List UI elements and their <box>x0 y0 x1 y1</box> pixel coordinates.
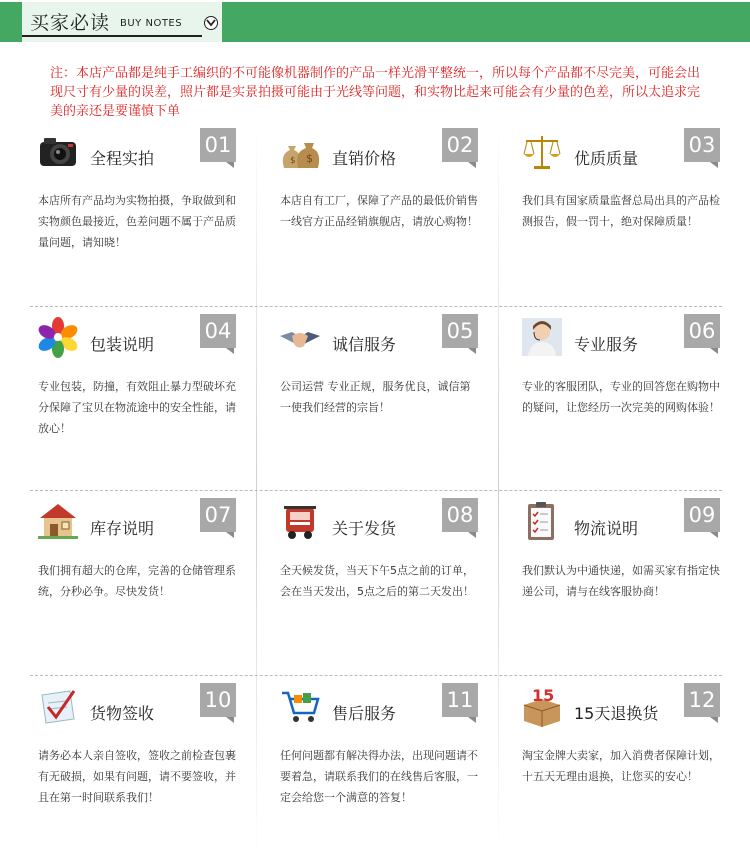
card-description: 我们拥有超大的仓库，完善的仓储管理系统，分秒必争。尽快发货！ <box>38 564 236 598</box>
feature-card <box>256 490 497 675</box>
card-description: 我们具有国家质量监督总局出具的产品检测报告，假一罚十，绝对保障质量！ <box>522 194 720 228</box>
notice-text: 注：本店产品都是纯手工编织的不可能像机器制作的产品一样光滑平整统一，所以每个产品都不尽完美，可能会出现尺寸有少量的误差，照片都是实景拍摄可能由于光线等问题，和实物比起来可能会有少量的色差，所以太追求完美的亲还是要谨慎下单 <box>50 66 701 119</box>
card-description: 请务必本人亲自签收，签收之前检查包裹有无破损，如果有问题，请不要签收，并且在第一时间联系我们！ <box>38 749 236 804</box>
card-title: 诚信服务 <box>332 335 397 354</box>
card-description: 淘宝金牌大卖家，加入消费者保障计划，十五天无理由退换，让您买的安心！ <box>522 749 720 783</box>
shopping-cart-icon <box>278 685 322 727</box>
card-description: 我们默认为中通快递，如需买家有指定快递公司，请与在线客服协商！ <box>522 564 720 598</box>
features-grid <box>14 120 738 860</box>
card-title: 关于发货 <box>332 519 397 538</box>
card-number: 08 <box>442 498 478 532</box>
customer-service-icon <box>520 316 564 358</box>
card-title: 物流说明 <box>574 519 639 538</box>
card-number: 04 <box>200 314 236 348</box>
warehouse-icon <box>36 500 80 542</box>
card-title: 货物签收 <box>90 704 155 723</box>
checkmark-form-icon <box>36 685 80 727</box>
card-description: 全天候发货，当天下午5点之前的订单，会在当天发出，5点之后的第二天发出！ <box>280 564 474 598</box>
card-number: 12 <box>684 683 720 717</box>
card-number: 09 <box>684 498 720 532</box>
feature-card <box>256 675 497 860</box>
camera-icon <box>36 130 80 172</box>
title-underline <box>22 35 202 37</box>
card-title: 库存说明 <box>90 519 155 538</box>
card-number: 07 <box>200 498 236 532</box>
card-description: 专业的客服团队，专业的回答您在购物中的疑问，让您经历一次完美的网购体验！ <box>522 380 720 414</box>
svg-text:$: $ <box>290 156 296 166</box>
scales-icon <box>520 130 564 172</box>
card-title: 专业服务 <box>574 335 639 354</box>
money-bags-icon <box>278 130 322 172</box>
feature-card <box>498 120 739 305</box>
feature-card <box>256 306 497 491</box>
page-title: 买家必读 <box>30 12 111 34</box>
feature-card <box>14 306 255 491</box>
card-description: 专业包装，防撞，有效阻止暴力型破坏充分保障了宝贝在物流途中的安全性能，请放心！ <box>38 380 236 435</box>
svg-text:$: $ <box>306 152 313 165</box>
feature-card <box>14 490 255 675</box>
card-title: 全程实拍 <box>90 149 155 168</box>
header <box>0 0 750 44</box>
card-number: 03 <box>684 128 720 162</box>
card-title: 包装说明 <box>90 335 155 354</box>
card-title: 直销价格 <box>332 149 397 168</box>
feature-card <box>256 120 497 305</box>
card-number: 05 <box>442 314 478 348</box>
card-title: 15天退换货 <box>574 704 659 723</box>
feature-card <box>14 675 255 860</box>
feature-card <box>498 675 739 860</box>
return-box-icon <box>520 685 564 727</box>
card-number: 01 <box>200 128 236 162</box>
svg-text:15: 15 <box>532 686 555 705</box>
color-wheel-icon <box>36 316 80 358</box>
page-subtitle: BUY NOTES <box>120 18 183 29</box>
chevron-down-circle-icon <box>204 16 218 30</box>
feature-card <box>498 306 739 491</box>
card-number: 06 <box>684 314 720 348</box>
card-number: 02 <box>442 128 478 162</box>
feature-card <box>14 120 255 305</box>
card-title: 优质质量 <box>574 149 639 168</box>
handshake-icon <box>278 316 322 358</box>
card-description: 公司运营 专业正规，服务优良，诚信第一使我们经营的宗旨！ <box>280 380 471 414</box>
card-number: 11 <box>442 683 478 717</box>
delivery-truck-icon <box>278 500 322 542</box>
clipboard-icon <box>520 500 564 542</box>
card-title: 售后服务 <box>332 704 397 723</box>
card-description: 任何问题都有解决得办法，出现问题请不要着急，请联系我们的在线售后客服，一定会给您一个满意的答复！ <box>280 749 478 804</box>
card-description: 本店所有产品均为实物拍摄，争取做到和实物颜色最接近，色差问题不属于产品质量问题，请知晓！ <box>38 194 236 249</box>
feature-card <box>498 490 739 675</box>
card-number: 10 <box>200 683 236 717</box>
card-description: 本店自有工厂，保障了产品的最低价销售一线官方正品经销旗舰店，请放心购物！ <box>280 194 478 228</box>
